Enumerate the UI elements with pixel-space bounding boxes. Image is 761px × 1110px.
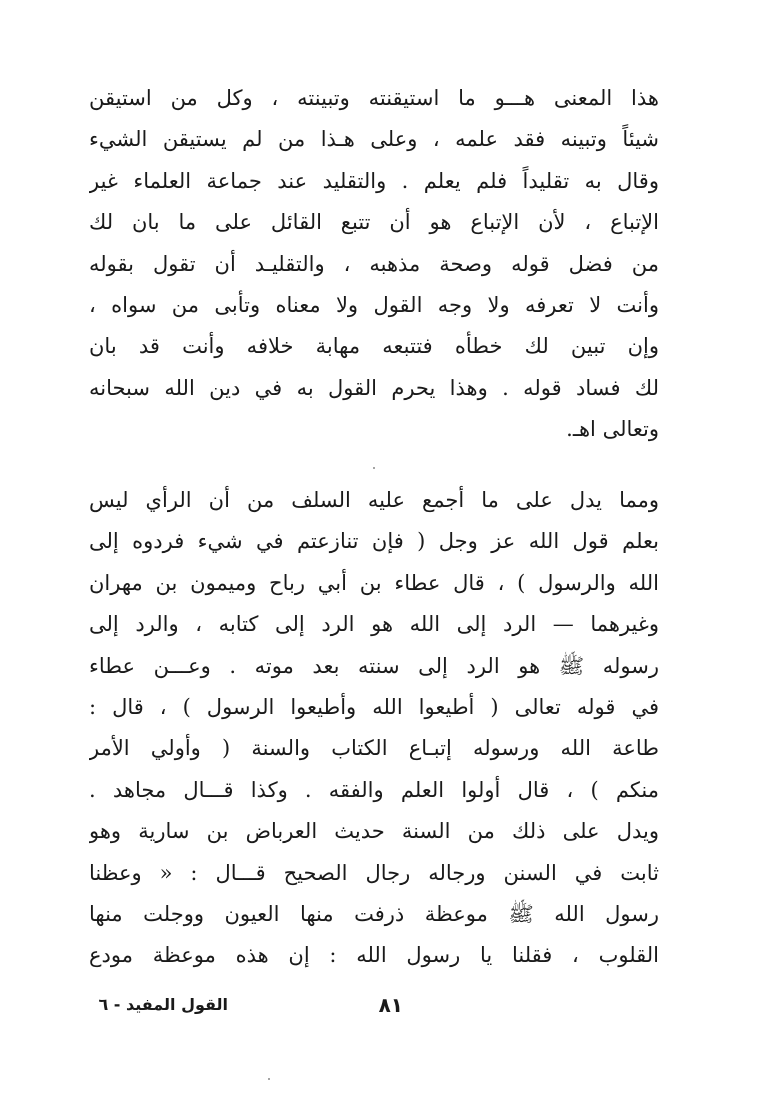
text-line: لك فساد قوله . وهذا يحرم القول به في دين الله سبحانه (89, 375, 659, 400)
text-line: من فضل قوله وصحة مذهبه ، والتقليـد أن تقول بقوله (89, 251, 659, 276)
text-line: طاعة الله ورسوله إتبـاع الكتاب والسنة ( وأولي الأمر (89, 736, 659, 761)
text-line: في قوله تعالى ( أطيعوا الله وأطيعوا الرسول ) ، قال : (89, 694, 659, 719)
text-line: وتعالى اهـ. (566, 417, 659, 442)
paragraph-1 (89, 78, 659, 451)
text-line: وغيرهما — الرد إلى الله هو الرد إلى كتابه ، والرد إلى (89, 612, 659, 637)
text-line: ثابت في السنن ورجاله رجال الصحيح قـــال : « وعظنا (89, 860, 659, 885)
text-line: ومما يدل على ما أجمع عليه السلف من أن الرأي ليس (89, 488, 659, 512)
text-line: وأنت لا تعرفه ولا وجه القول ولا معناه وتأبى من سواه ، (89, 292, 659, 317)
text-line: شيئاً وتبينه فقد علمه ، وعلى هـذا من لم يستيقن الشيء (89, 127, 659, 152)
text-line: هذا المعنى هـــو ما استيقنته وتبينته ، وكل من استيقن (89, 86, 659, 110)
text-line: رسول الله ﷺ موعظة ذرفت منها العيون ووجلت منها (89, 901, 659, 926)
text-line: وقال به تقليداً فلم يعلم . والتقليد عند جماعة العلماء غير (89, 168, 659, 193)
print-speck (268, 1078, 270, 1080)
text-line: الله والرسول ) ، قال عطاء بن أبي رباح وميمون بن مهران (89, 570, 659, 595)
text-line: بعلم قول الله عز وجل ( فإن تنازعتم في شيء فردوه إلى (89, 529, 659, 554)
paragraph-2 (89, 480, 659, 977)
text-line: وإن تبين لك خطأه فتتبعه مهابة خلافه وأنت قد بان (89, 334, 659, 359)
text-line: رسوله ﷺ هو الرد إلى سنته بعد موته . وعـــن عطاء (89, 653, 659, 678)
text-line: القلوب ، فقلنا يا رسول الله : إن هذه موعظة مودع (89, 943, 659, 968)
page-number: ٨١ (378, 993, 403, 1017)
text-line: الإتباع ، لأن الإتباع هو أن تتبع القائل على ما بان لك (89, 210, 659, 235)
footer-book-title: القول المفيد - ٦ (98, 995, 228, 1014)
text-line: ويدل على ذلك من السنة حديث العرباض بن سارية وهو (89, 819, 659, 844)
print-speck (373, 467, 375, 469)
text-line: منكم ) ، قال أولوا العلم والفقه . وكذا قـــال مجاهد . (89, 777, 659, 802)
